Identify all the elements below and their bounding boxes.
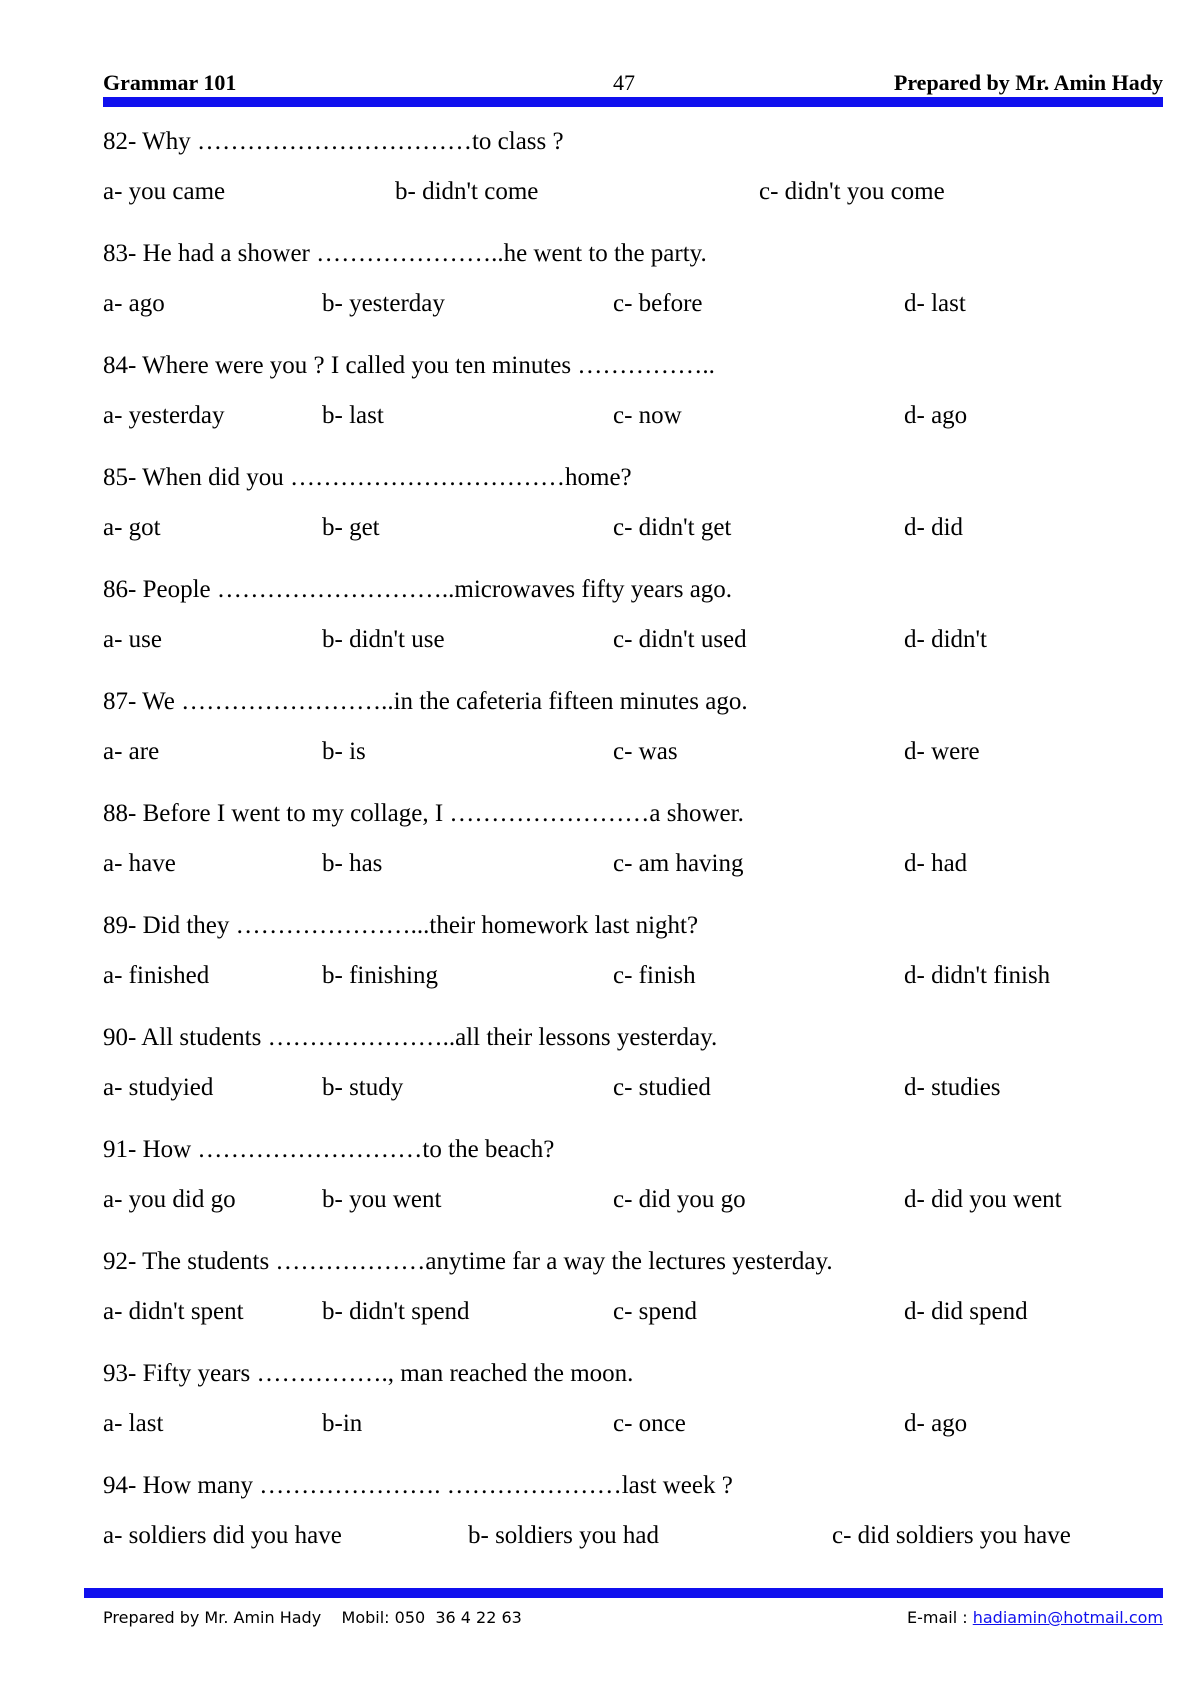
answer-options — [103, 514, 1163, 546]
question-stem: 91- How ………………………to the beach? — [103, 1136, 555, 1163]
question-stem: 93- Fifty years ……………., man reached the moon. — [103, 1360, 634, 1387]
option-c: c- am having — [613, 850, 744, 877]
question-stem: 88- Before I went to my collage, I ……………………a shower. — [103, 800, 744, 827]
option-b: b- study — [322, 1074, 404, 1101]
option-b: b- didn't come — [395, 178, 539, 205]
footer-rule — [84, 1588, 1163, 1598]
option-c: c- finish — [613, 962, 696, 989]
page-footer — [103, 1608, 1163, 1632]
option-b: b- didn't spend — [322, 1298, 470, 1325]
question-93 — [103, 1356, 1163, 1468]
option-a: a- finished — [103, 962, 210, 989]
option-a: a- got — [103, 514, 161, 541]
question-stem: 83- He had a shower …………………..he went to the party. — [103, 240, 707, 267]
page-header — [103, 70, 1163, 98]
answer-options — [103, 1074, 1163, 1106]
question-90 — [103, 1020, 1163, 1132]
option-b: b-in — [322, 1410, 363, 1437]
question-88 — [103, 796, 1163, 908]
option-c: c- didn't get — [613, 514, 732, 541]
answer-options — [103, 402, 1163, 434]
option-c: c- spend — [613, 1298, 697, 1325]
option-d: d- didn't finish — [904, 962, 1051, 989]
option-b: b- is — [322, 738, 366, 765]
option-c: c- was — [613, 738, 678, 765]
option-a: a- soldiers did you have — [103, 1522, 342, 1549]
document-title: Grammar 101 — [103, 70, 237, 95]
option-b: b- last — [322, 402, 384, 429]
option-d: d- did you went — [904, 1186, 1062, 1213]
option-b: b- yesterday — [322, 290, 445, 317]
page-number: 47 — [613, 70, 635, 95]
answer-options — [103, 1522, 1163, 1554]
question-85 — [103, 460, 1163, 572]
option-d: d- had — [904, 850, 968, 877]
answer-options — [103, 626, 1163, 658]
option-c: c- studied — [613, 1074, 711, 1101]
question-83 — [103, 236, 1163, 348]
option-a: a- have — [103, 850, 176, 877]
answer-options — [103, 738, 1163, 770]
question-86 — [103, 572, 1163, 684]
option-a: a- didn't spent — [103, 1298, 244, 1325]
question-stem: 92- The students ………………anytime far a way the lectures yesterday. — [103, 1248, 833, 1275]
footer-contact: Prepared by Mr. Amin Hady Mobil: 050 36 4 22 63 — [103, 1608, 522, 1627]
header-author: Prepared by Mr. Amin Hady — [893, 70, 1163, 95]
answer-options — [103, 1186, 1163, 1218]
answer-options — [103, 290, 1163, 322]
question-94 — [103, 1468, 1163, 1580]
question-91 — [103, 1132, 1163, 1244]
option-c: c- once — [613, 1410, 686, 1437]
option-b: b- finishing — [322, 962, 438, 989]
option-a: a- ago — [103, 290, 165, 317]
option-c: c- did you go — [613, 1186, 746, 1213]
question-list — [103, 124, 1163, 1580]
option-a: a- last — [103, 1410, 164, 1437]
option-a: a- use — [103, 626, 162, 653]
option-c: c- now — [613, 402, 682, 429]
option-c: c- didn't used — [613, 626, 747, 653]
email-label: E-mail : — [907, 1608, 968, 1627]
option-a: a- you came — [103, 178, 226, 205]
answer-options — [103, 178, 1163, 210]
option-c: c- didn't you come — [759, 178, 945, 205]
option-c: c- before — [613, 290, 703, 317]
answer-options — [103, 1298, 1163, 1330]
question-stem: 94- How many …………………. …………………last week ? — [103, 1472, 733, 1499]
option-b: b- didn't use — [322, 626, 445, 653]
option-d: d- did — [904, 514, 964, 541]
option-a: a- studyied — [103, 1074, 214, 1101]
question-stem: 87- We ……………………..in the cafeteria fifteen minutes ago. — [103, 688, 748, 715]
question-87 — [103, 684, 1163, 796]
option-d: d- were — [904, 738, 980, 765]
question-stem: 85- When did you ……………………………home? — [103, 464, 632, 491]
option-d: d- last — [904, 290, 966, 317]
option-a: a- yesterday — [103, 402, 225, 429]
question-stem: 86- People ………………………..microwaves fifty years ago. — [103, 576, 733, 603]
option-a: a- are — [103, 738, 160, 765]
option-d: d- did spend — [904, 1298, 1028, 1325]
question-89 — [103, 908, 1163, 1020]
email-link[interactable]: hadiamin@hotmail.com — [972, 1608, 1163, 1627]
question-84 — [103, 348, 1163, 460]
option-d: d- didn't — [904, 626, 987, 653]
option-b: b- you went — [322, 1186, 442, 1213]
option-b: b- soldiers you had — [468, 1522, 659, 1549]
question-stem: 84- Where were you ? I called you ten minutes …………….. — [103, 352, 715, 379]
header-rule — [103, 97, 1163, 107]
answer-options — [103, 1410, 1163, 1442]
question-stem: 82- Why ……………………………to class ? — [103, 128, 564, 155]
option-b: b- get — [322, 514, 380, 541]
answer-options — [103, 962, 1163, 994]
option-d: d- studies — [904, 1074, 1001, 1101]
footer-email — [907, 1608, 1163, 1627]
option-b: b- has — [322, 850, 383, 877]
option-c: c- did soldiers you have — [832, 1522, 1071, 1549]
question-stem: 90- All students …………………..all their lessons yesterday. — [103, 1024, 718, 1051]
question-92 — [103, 1244, 1163, 1356]
option-d: d- ago — [904, 1410, 968, 1437]
question-stem: 89- Did they …………………...their homework last night? — [103, 912, 699, 939]
option-a: a- you did go — [103, 1186, 236, 1213]
question-82 — [103, 124, 1163, 236]
option-d: d- ago — [904, 402, 968, 429]
answer-options — [103, 850, 1163, 882]
